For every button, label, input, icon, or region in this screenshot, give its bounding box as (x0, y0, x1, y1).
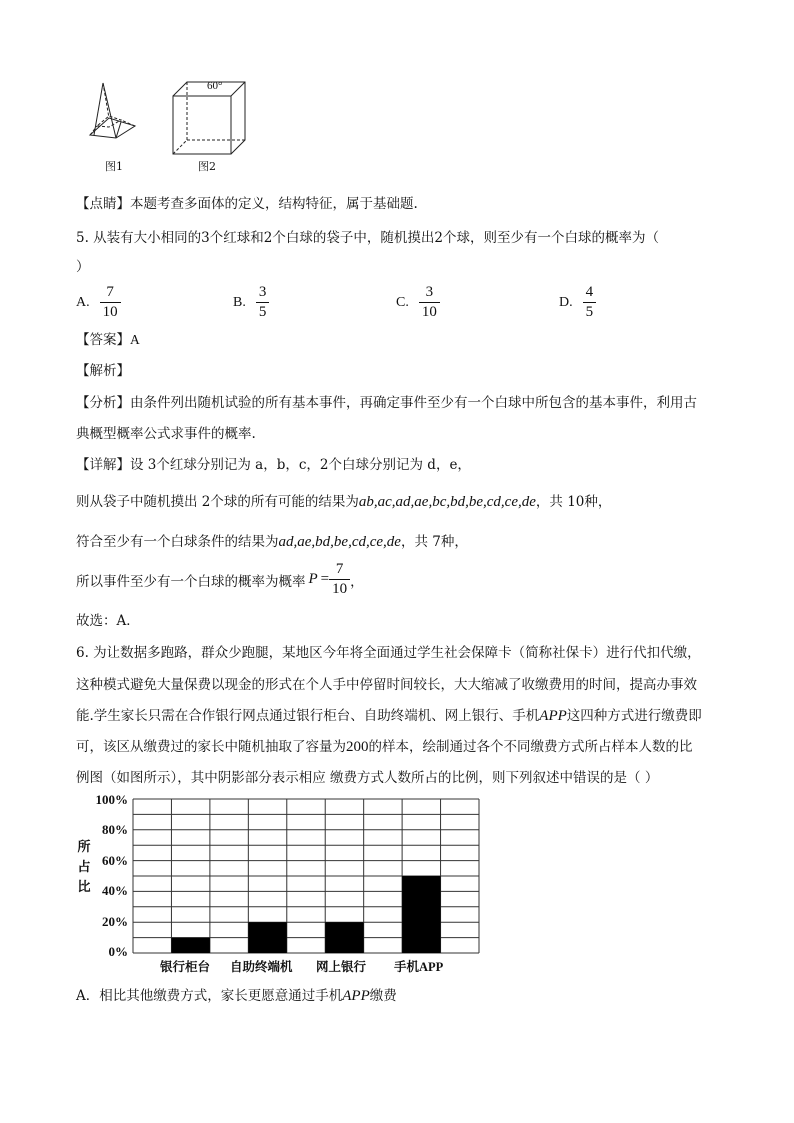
q5-detail-line4: 所以事件至少有一个白球的概率为概率 P = $\frac{7}{10}$ ， (76, 561, 364, 597)
option-letter: D. (559, 294, 573, 310)
bar-3 (325, 922, 363, 953)
x-tick-label: 网上银行 (316, 959, 367, 974)
x-tick-label: 银行柜台 (160, 959, 211, 974)
detail-text: ， (350, 573, 364, 590)
y-tick-label: 60% (102, 853, 128, 868)
q6-line5: 例图（如图所示），其中阴影部分表示相应 缴费方式人数所占的比例，则下列叙述中错误的是（ ） (76, 770, 659, 786)
bar-2 (248, 922, 286, 953)
y-axis-label (76, 838, 92, 898)
y-axis-char: 所 (77, 840, 91, 855)
option-fraction: $\frac{3}{5}$ (256, 283, 270, 322)
y-tick-label: 80% (102, 822, 128, 837)
detail-text: 则从袋子中随机摸出 2个球的所有可能的结果为 (76, 494, 359, 510)
y-axis-char: 比 (77, 880, 91, 895)
detail-text: ，共 10种， (535, 494, 612, 510)
q5-option-a (76, 283, 121, 322)
fenxi-text: 由条件列出随机试验的所有基本事件，再确定事件至少有一个白球中所包含的基本事件，利用古 (130, 395, 697, 411)
q5-option-c (396, 283, 440, 322)
figure-2-cube (173, 82, 245, 154)
x-tick-label: 手机APP (394, 960, 444, 974)
q6-option-a (76, 984, 397, 1005)
q6-text: 能.学生家长只需在合作银行网点通过银行柜台、自助终端机、网上银行、手机 (76, 708, 540, 724)
comment-text: 本题考查多面体的定义，结构特征，属于基础题. (130, 196, 418, 212)
answer-tag: 【答案】 (76, 332, 130, 348)
q5-fenxi-line2: 典概型概率公式求事件的概率. (76, 426, 256, 442)
detail-tag: 【详解】 (76, 457, 130, 473)
q6-text: 这四种方式进行缴费即 (566, 708, 702, 724)
q6-line3 (76, 704, 702, 725)
q6-line1: 6. 为让数据多跑路，群众少跑腿，某地区今年将全面通过学生社会保障卡（简称社保卡）进行代扣代缴， (76, 645, 701, 661)
option-fraction: $\frac{7}{10}$ (100, 283, 121, 322)
q5-detail-line2 (76, 490, 611, 511)
option-fraction: $\frac{3}{10}$ (419, 283, 440, 322)
detail-text: 符合至少有一个白球条件的结果为 (76, 534, 279, 550)
detail-text: 设 3个红球分别记为 a，b，c，2个白球分别记为 d，e， (130, 457, 471, 473)
answer-value: A (130, 332, 140, 347)
angle-label: 60° (207, 80, 223, 92)
q5-stem-line2: ） (76, 259, 90, 275)
app-math: APP (342, 988, 370, 1004)
q6-option-text: A．相比其他缴费方式，家长更愿意通过手机 (76, 988, 343, 1004)
comment-tag: 【点睛】 (76, 196, 130, 212)
y-tick-label: 40% (102, 883, 128, 898)
bar-4 (402, 876, 440, 953)
comment-line (76, 192, 418, 212)
bar-chart (132, 798, 480, 954)
q5-detail-line1 (76, 453, 471, 473)
option-fraction: $\frac{4}{5}$ (583, 283, 597, 322)
bar-1 (171, 938, 209, 953)
q6-line2: 这种模式避免大量保费以现金的形式在个人手中停留时间较长，大大缩减了收缴费用的时间，提高办事效 (76, 677, 697, 693)
y-axis-char: 占 (77, 860, 91, 875)
detail-text: ，共 7种， (400, 534, 468, 550)
q6-text: 可，该区从缴费过的家长中随机抽取了容量为 (76, 739, 346, 755)
y-tick-label: 0% (108, 944, 128, 959)
chart-bars (171, 876, 440, 953)
q5-choose: 故选：A． (76, 613, 140, 629)
option-letter: A. (76, 294, 90, 310)
figure-1-pyramid (90, 83, 135, 138)
figure-1-caption: 图1 (105, 160, 123, 173)
detail-text: 所以事件至少有一个白球的概率为概率 (76, 573, 306, 590)
outcomes-math: ad,ae,bd,be,cd,ce,de (278, 534, 401, 550)
q5-stem-line1: 5. 从装有大小相同的3个红球和2个白球的袋子中，随机摸出2个球，则至少有一个白球的概率为（ (76, 230, 659, 246)
y-tick-label: 100% (95, 792, 128, 807)
q5-answer-line (76, 328, 140, 348)
option-letter: B. (233, 294, 246, 310)
q6-line4 (76, 735, 693, 756)
q5-detail-line3 (76, 530, 468, 551)
q5-option-b (233, 283, 269, 322)
y-tick-label: 20% (102, 914, 128, 929)
outcomes-math: ab,ac,ad,ae,bc,bd,be,cd,ce,de (358, 494, 536, 510)
q5-fenxi-line1 (76, 391, 697, 411)
q6-text: 的样本，绘制通过各个不同缴费方式所占样本人数的比 (368, 739, 693, 755)
option-letter: C. (396, 294, 409, 310)
q5-analysis-tag: 【解析】 (76, 363, 130, 379)
q5-option-d (559, 283, 596, 322)
app-math: APP (539, 708, 567, 724)
q6-option-text: 缴费 (369, 988, 397, 1004)
figure-2-caption: 图2 (198, 160, 216, 173)
probability-var: P (308, 571, 318, 587)
x-tick-label: 自助终端机 (230, 959, 293, 974)
fenxi-tag: 【分析】 (76, 395, 130, 411)
sample-size: 200 (346, 739, 369, 755)
probability-fraction: $\frac{7}{10}$ (329, 560, 350, 599)
